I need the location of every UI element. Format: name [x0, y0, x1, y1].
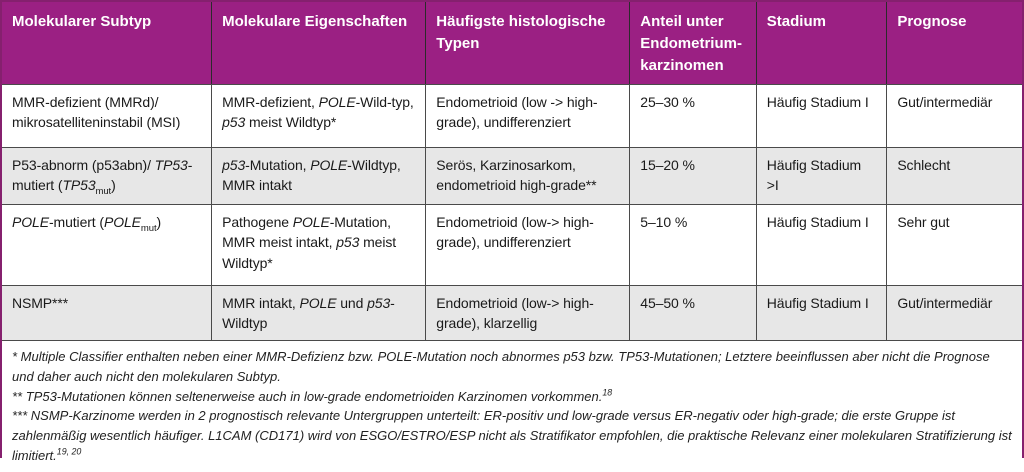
col-header-prognose: Prognose	[897, 13, 967, 30]
cell-p53abn-stadium: Häufig Stadium >I	[757, 148, 888, 204]
cell-p53abn-histologie: Serös, Karzinosarkom, endometrioid high-grade**	[426, 148, 630, 204]
col-header-subtyp: Molekularer Subtyp	[2, 2, 212, 84]
cell-p53abn-prognose: Schlecht	[897, 157, 951, 173]
cell-nsmp-anteil: 45–50 %	[630, 286, 756, 340]
cell-polemut-prognose: Sehr gut	[897, 214, 950, 230]
cell-polemut-stadium: Häufig Stadium I	[757, 205, 888, 285]
cell-mmrd-anteil: 25–30 %	[630, 85, 756, 147]
cell-nsmp-prognose: Gut/intermediär	[897, 295, 993, 311]
cell-p53abn-anteil: 15–20 %	[630, 148, 756, 204]
footnote-asterisk-1: * Multiple Classifier enthalten neben einer MMR-Defizienz bzw. POLE-Mutation noch abnormes p53 bzw. TP53-Mutationen; Letztere beeinflussen aber nicht die Prognose und daher auch nicht den molekularen Subtyp.	[12, 349, 990, 384]
cell-nsmp-eigenschaften: MMR intakt, POLE und p53-Wildtyp	[212, 286, 426, 340]
cell-polemut-eigenschaften: Pathogene POLE-Mutation, MMR meist intakt, p53 meist Wildtyp*	[212, 205, 426, 285]
col-header-histologische-typen: Häufigste histologische Typen	[426, 2, 630, 84]
row-polemut	[2, 204, 1022, 285]
cell-p53abn-eigenschaften: p53-Mutation, POLE-Wildtyp, MMR intakt	[212, 148, 426, 204]
row-p53abn	[2, 147, 1022, 204]
col-header-stadium: Stadium	[757, 2, 888, 84]
cell-mmrd-stadium: Häufig Stadium I	[757, 85, 888, 147]
col-header-anteil: Anteil unter Endometrium-karzinomen	[630, 2, 756, 84]
cell-mmrd-histologie: Endometrioid (low -> high-grade), undifferenziert	[426, 85, 630, 147]
footnotes	[2, 340, 1022, 472]
table-header-row	[2, 2, 1022, 84]
cell-mmrd-eigenschaften: MMR-defizient, POLE-Wild-typ, p53 meist Wildtyp*	[212, 85, 426, 147]
cell-mmrd-prognose: Gut/intermediär	[897, 94, 993, 110]
cell-nsmp-subtyp: NSMP***	[2, 286, 212, 340]
cell-polemut-anteil: 5–10 %	[630, 205, 756, 285]
footnote-asterisk-2: ** TP53-Mutationen können seltenerweise auch in low-grade endometrioiden Karzinomen vorkommen.$^{18}$	[12, 387, 613, 404]
row-mmrd	[2, 84, 1022, 147]
cell-nsmp-histologie: Endometrioid (low-> high-grade), klarzellig	[426, 286, 630, 340]
cell-polemut-histologie: Endometrioid (low-> high-grade), undifferenziert	[426, 205, 630, 285]
cell-mmrd-subtyp: MMR-defizient (MMRd)/ mikrosatelliteninstabil (MSI)	[2, 85, 212, 147]
cell-p53abn-subtyp: P53-abnorm (p53abn)/ TP53-mutiert $(TP53_{mut})$	[2, 148, 212, 204]
cell-nsmp-stadium: Häufig Stadium I	[757, 286, 888, 340]
footnote-asterisk-3: *** NSMP-Karzinome werden in 2 prognostisch relevante Untergruppen unterteilt: ER-positiv und low-grade versus ER-negativ oder high-grade; die erste Gruppe ist zahlenmäßig wesentlich häufiger. L1CAM (CD171) wird von ESGO/ESTRO/ESP nicht als Stratifikator empfohlen, die praktische Relevanz einer molekularen Stratifizierung ist limitiert.$^{19, 20}$	[12, 408, 1012, 463]
col-header-eigenschaften: Molekulare Eigenschaften	[212, 2, 426, 84]
cell-polemut-subtyp: POLE-mutiert $(POLE_{mut})$	[2, 205, 212, 285]
row-nsmp	[2, 285, 1022, 340]
